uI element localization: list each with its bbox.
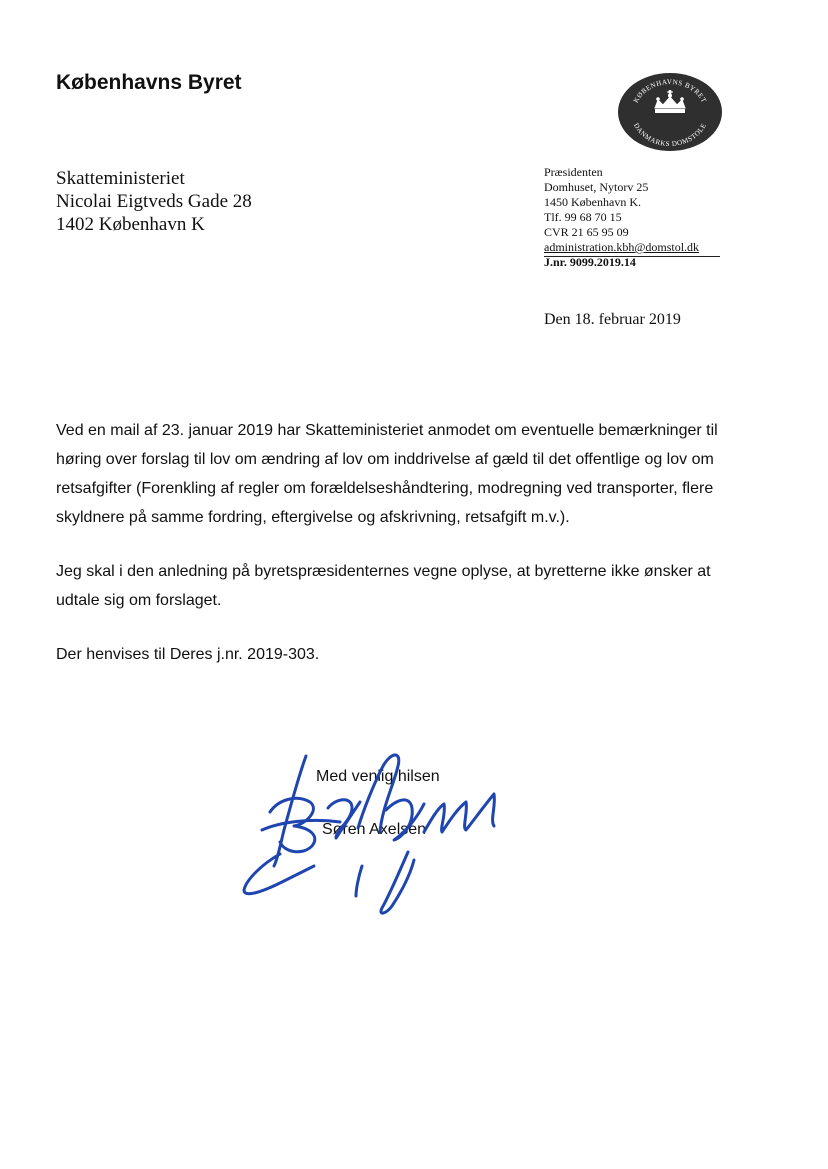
signer-name: Søren Axelsen: [322, 821, 427, 838]
recipient-address: [56, 167, 252, 236]
body-line: udtale sig om forslaget.: [56, 592, 222, 609]
recipient-name: Skatteministeriet: [56, 168, 185, 189]
seal-text-top: KØBENHAVNS BYRET: [631, 77, 709, 105]
case-number: J.nr. 9099.2019.14: [544, 255, 636, 269]
recipient-street: Nicolai Eigtveds Gade 28: [56, 191, 252, 212]
sender-address-line2: 1450 København K.: [544, 195, 641, 209]
sender-title: Præsidenten: [544, 165, 603, 179]
sender-block: [544, 165, 699, 270]
body-line: Der henvises til Deres j.nr. 2019-303.: [56, 646, 320, 663]
recipient-city: 1402 København K: [56, 214, 205, 235]
body-paragraph-1: [56, 416, 746, 532]
body-paragraph-2: [56, 557, 746, 615]
sender-phone: Tlf. 99 68 70 15: [544, 210, 622, 224]
body-line: Ved en mail af 23. januar 2019 har Skatteministeriet anmodet om eventuelle bemærkninger til: [56, 422, 718, 439]
body-line: høring over forslag til lov om ændring af lov om inddrivelse af gæld til det offentlige og lov om: [56, 451, 714, 468]
court-seal-logo: [617, 72, 723, 152]
closing-greeting: Med venlig hilsen: [316, 768, 440, 785]
body-line: Jeg skal i den anledning på byretspræsidenternes vegne oplyse, at byretterne ikke ønsker at: [56, 563, 711, 580]
handwritten-signature: [240, 748, 520, 920]
sender-cvr: CVR 21 65 95 09: [544, 225, 629, 239]
divider: [544, 256, 720, 257]
letter-date: Den 18. februar 2019: [544, 311, 681, 328]
body-paragraph-3: [56, 640, 746, 669]
body-line: skyldnere på samme fordring, eftergivelse og afskrivning, retsafgift m.v.).: [56, 509, 570, 526]
court-name: Københavns Byret: [56, 71, 242, 94]
seal-text-bottom: DANMARKS DOMSTOLE: [631, 121, 709, 149]
body-line: retsafgifter (Forenkling af regler om forældelseshåndtering, modregning ved transporter, flere: [56, 480, 714, 497]
sender-email-link[interactable]: administration.kbh@domstol.dk: [544, 240, 700, 254]
sender-address-line1: Domhuset, Nytorv 25: [544, 180, 649, 194]
